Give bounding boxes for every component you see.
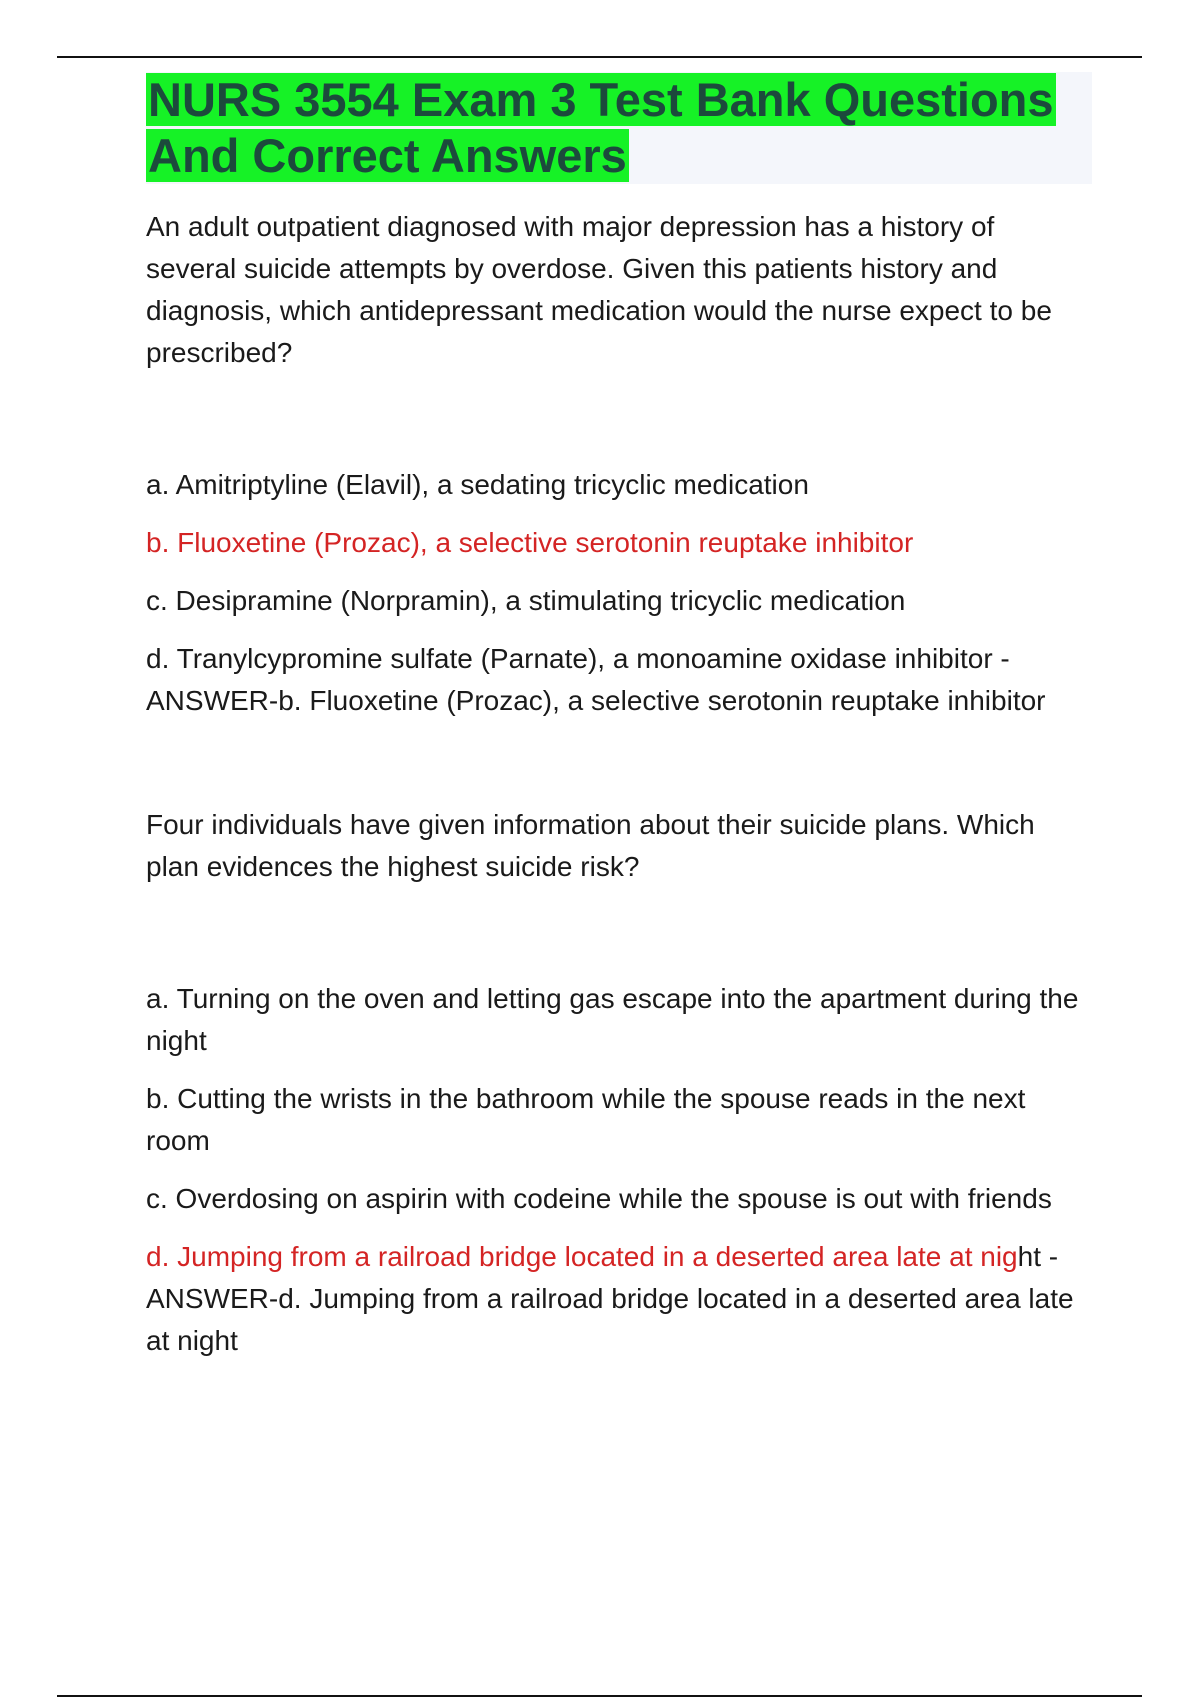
document-body (146, 72, 1092, 1378)
bottom-rule (57, 1695, 1142, 1697)
title-block (146, 72, 1092, 184)
question-2-option-c: c. Overdosing on aspirin with codeine while the spouse is out with friends (146, 1183, 1052, 1214)
question-2-option-a: a. Turning on the oven and letting gas escape into the apartment during the night (146, 983, 1079, 1056)
title-line-1: NURS 3554 Exam 3 Test Bank Questions (148, 73, 1054, 126)
question-1-option-d: d. Tranylcypromine sulfate (Parnate), a monoamine oxidase inhibitor - ANSWER-b. Fluoxetine (Prozac), a selective serotonin reuptake inhibitor (146, 643, 1046, 716)
question-1-option-a: a. Amitriptyline (Elavil), a sedating tricyclic medication (146, 469, 809, 500)
title-line-2: And Correct Answers (148, 129, 627, 182)
question-2-option-b: b. Cutting the wrists in the bathroom while the spouse reads in the next room (146, 1083, 1026, 1156)
question-1-stem: An adult outpatient diagnosed with major depression has a history of several suicide attempts by overdose. Given this patients history and diagnosis, which antidepressant medication would the nurse expect to be prescribed? (146, 211, 1052, 368)
question-1-option-b-correct: b. Fluoxetine (Prozac), a selective serotonin reuptake inhibitor (146, 527, 914, 558)
question-2-stem: Four individuals have given information about their suicide plans. Which plan evidences the highest suicide risk? (146, 809, 1035, 882)
question-1-option-c: c. Desipramine (Norpramin), a stimulating tricyclic medication (146, 585, 906, 616)
question-2-option-d-correct: d. Jumping from a railroad bridge located in a deserted area late at nig (146, 1241, 1018, 1272)
top-rule (57, 56, 1142, 58)
question-2-option-d-rest: ht - ANSWER-d. Jumping from a railroad bridge located in a deserted area late at night (146, 1241, 1074, 1356)
page-title (146, 73, 1056, 182)
question-2-option-d (146, 1236, 1092, 1362)
